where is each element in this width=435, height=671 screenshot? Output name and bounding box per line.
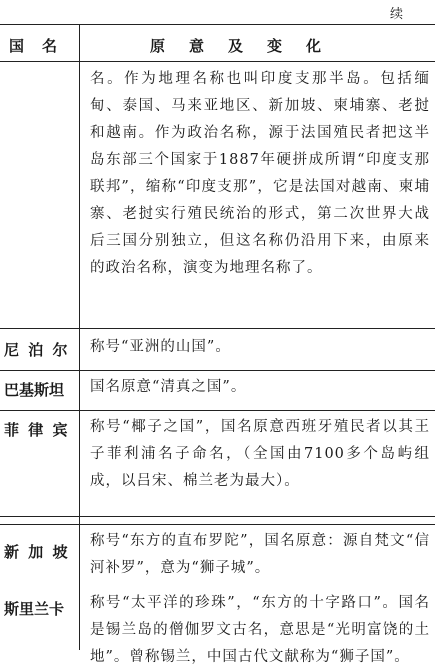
- continued-label: 续: [390, 7, 404, 22]
- table-row-name: 斯里兰卡: [4, 600, 65, 618]
- table-row-name: 巴基斯坦: [4, 381, 65, 399]
- row-rule: [0, 524, 435, 525]
- row-rule: [0, 370, 435, 371]
- header-bottom-rule: [0, 61, 435, 62]
- row-rule: [0, 410, 435, 411]
- header-country-name: 国名: [9, 37, 76, 55]
- table-top-rule: [0, 24, 435, 25]
- table-row-desc: 称号“椰子之国”，国名原意西班牙殖民者以其王子菲利浦名子命名，（全国由7100多个岛屿组成，以吕宋、棉兰老为最大）。: [90, 419, 430, 489]
- row-rule: [0, 328, 435, 329]
- table-row-name: 菲 律 宾: [4, 421, 70, 439]
- table-row-desc: 名。作为地理名称也叫印度支那半岛。包括缅甸、泰国、马来亚地区、新加坡、柬埔寨、老挝和越南。作为政治名称，源于法国殖民者把这半岛东部三个国家于1887年硬拼成所谓“印度支那联邦”，缩称“印度支那”，它是法国对越南、柬埔寨、老挝实行殖民统治的形式，第二次世界大战后三国分别独立，但这名称仍沿用下来，由原来的政治名称，演变为地理名称了。: [90, 71, 430, 276]
- header-meaning-and-change: 原意及变化: [150, 37, 346, 55]
- table-row-desc: 国名原意“清真之国”。: [90, 379, 247, 395]
- row-rule: [0, 516, 435, 517]
- table-row-name: 新 加 坡: [4, 543, 70, 561]
- table-row-desc: 称号“东方的直布罗陀”，国名原意：源自梵文“信河补罗”，意为“狮子城”。: [90, 533, 430, 576]
- table-row-desc: 称号“太平洋的珍珠”，“东方的十字路口”。国名是锡兰岛的僧伽罗文古名，意思是“光明富饶的土地”。曾称锡兰，中国古代文献称为“狮子国”。: [90, 595, 430, 665]
- column-divider: [79, 24, 80, 650]
- table-row-name: 尼 泊 尔: [4, 341, 70, 359]
- table-row-desc: 称号“亚洲的山国”。: [90, 339, 231, 355]
